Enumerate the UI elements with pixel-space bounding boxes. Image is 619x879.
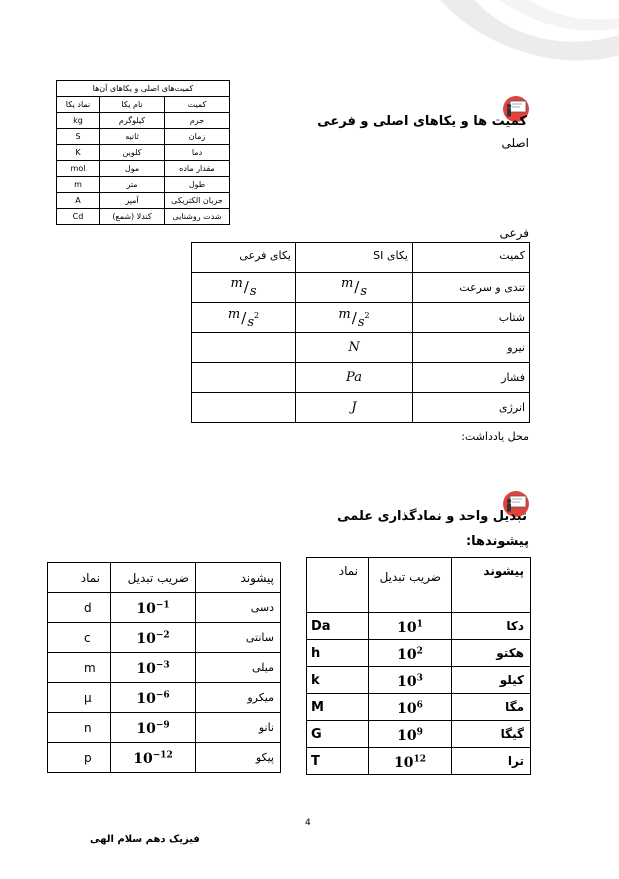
base: 10 [136,601,156,617]
section-title-conversion: تبدیل واحد و نمادگذاری علمی [337,509,527,524]
table-row [57,193,230,209]
exponent: −3 [155,660,170,671]
unit-formula: $m/s^2$ [338,307,370,331]
table-cell: دما [165,145,230,161]
prefix-name: پیکو [196,743,281,773]
table-row [307,640,531,667]
table-cell: کلوین [100,145,165,161]
power-of-ten [133,751,173,767]
derived-units-table [191,242,530,423]
power-of-ten [397,728,423,744]
prefix-symbol: p [48,743,111,773]
table-row [192,363,530,393]
prefix-symbol: G [307,721,369,748]
table-cell: A [57,193,100,209]
factor-cell [369,640,452,667]
table-cell: ثانیه [100,129,165,145]
label-primary: اصلی [501,136,529,150]
table-row [48,623,281,653]
table-cell: شدت روشنایی [165,209,230,225]
table-cell: جرم [165,113,230,129]
factor-cell [111,653,196,683]
table-cell: kg [57,113,100,129]
prefix-symbol: c [48,623,111,653]
factor-cell [111,623,196,653]
table-cell: مول [100,161,165,177]
prefix-symbol: M [307,694,369,721]
base: 10 [397,673,417,690]
table-row [307,721,531,748]
unit-formula: $m/s^2$ [227,307,260,331]
note-label: محل یادداشت: [461,430,529,443]
prefix-table-small [47,562,281,773]
table-header: یکای فرعی [192,243,296,273]
table-header: نماد [48,563,111,593]
table-row [48,653,281,683]
prefix-name: میکرو [196,683,281,713]
table-cell: کندلا (شمع) [100,209,165,225]
power-of-ten [397,620,423,636]
unit-formula: Pa [346,370,362,385]
table-caption: کمیت‌های اصلی و یکاهای آن‌ها [57,81,230,97]
base: 10 [397,727,417,744]
table-cell: مقدار ماده [165,161,230,177]
exponent: 6 [416,699,423,710]
base: 10 [133,751,153,767]
power-of-ten [136,631,169,647]
power-of-ten [136,721,169,737]
unit-formula: N [348,340,360,355]
table-row [192,273,530,303]
table-cell: Cd [57,209,100,225]
alt-unit-cell [192,273,296,303]
prefix-name: نانو [196,713,281,743]
prefix-symbol: m [48,653,111,683]
base: 10 [397,619,417,636]
quantity-cell: شتاب [413,303,530,333]
power-of-ten [397,647,423,663]
exponent: −9 [155,720,170,731]
base: 10 [136,721,156,737]
table-cell: آمپر [100,193,165,209]
table-row [57,161,230,177]
table-header: پیشوند [196,563,281,593]
page-number: 4 [305,818,311,828]
prefix-name: هکتو [452,640,531,667]
table-row [192,303,530,333]
unit-formula: m/s [340,275,368,299]
table-header: کمیت [165,97,230,113]
table-row [307,694,531,721]
base: 10 [136,691,156,707]
factor-cell [369,748,452,775]
table-cell: زمان [165,129,230,145]
exponent: 12 [413,753,426,764]
alt-unit-cell [192,363,296,393]
table-header: نماد یکا [57,97,100,113]
prefix-symbol: d [48,593,111,623]
prefix-name: دکا [452,613,531,640]
base: 10 [393,754,414,771]
table-row [57,129,230,145]
table-row [57,209,230,225]
table-cell: جریان الکتریکی [165,193,230,209]
power-of-ten [136,601,169,617]
table-row [307,667,531,694]
base: 10 [397,700,417,717]
prefix-name: میلی [196,653,281,683]
prefix-symbol: k [307,667,369,694]
factor-cell [369,667,452,694]
footer-text: فیزیک دهم سلام الهی [90,834,200,845]
quantity-cell: انرژی [413,393,530,423]
table-cell: S [57,129,100,145]
prefix-name: ترا [452,748,531,775]
exponent: −2 [155,630,170,641]
factor-cell [369,721,452,748]
table-cell: K [57,145,100,161]
table-row [48,683,281,713]
table-header: نماد [307,558,369,613]
exponent: 2 [416,645,423,656]
subtitle-prefixes: پیشوندها: [465,534,529,549]
power-of-ten [397,701,423,717]
base: 10 [136,631,156,647]
exponent: −1 [155,600,170,611]
alt-unit-cell [192,303,296,333]
table-row [192,393,530,423]
table-cell: m [57,177,100,193]
quantity-cell: تندی و سرعت [413,273,530,303]
table-header: یکای SI [296,243,413,273]
table-row [48,713,281,743]
factor-cell [111,593,196,623]
factor-cell [369,694,452,721]
si-unit-cell [296,333,413,363]
table-row [48,743,281,773]
unit-formula: m/s [230,275,257,299]
factor-cell [369,613,452,640]
power-of-ten [136,661,169,677]
table-row [57,177,230,193]
si-unit-cell [296,273,413,303]
factor-cell [111,713,196,743]
prefix-name: مگا [452,694,531,721]
alt-unit-cell [192,393,296,423]
alt-unit-cell [192,333,296,363]
exponent: −12 [152,750,173,761]
table-header: کمیت [413,243,530,273]
power-of-ten [397,674,423,690]
prefix-symbol: h [307,640,369,667]
prefix-symbol: n [48,713,111,743]
table-row [57,145,230,161]
power-of-ten [394,755,426,771]
table-row [192,333,530,363]
prefix-name: سانتی [196,623,281,653]
table-row [307,748,531,775]
table-cell: mol [57,161,100,177]
table-cell: طول [165,177,230,193]
table-row [307,613,531,640]
table-header: ضریب تبدیل [369,558,452,613]
table-cell: متر [100,177,165,193]
label-derived: فرعی [499,226,529,240]
table-row [48,593,281,623]
prefix-name: کیلو [452,667,531,694]
prefix-symbol: μ [48,683,111,713]
prefix-table-large [306,557,531,775]
base-quantities-table [56,80,230,225]
prefix-name: گیگا [452,721,531,748]
prefix-symbol: Da [307,613,369,640]
quantity-cell: فشار [413,363,530,393]
si-unit-cell [296,393,413,423]
base: 10 [136,661,156,677]
factor-cell [111,683,196,713]
table-cell: کیلوگرم [100,113,165,129]
unit-formula: J [351,400,357,415]
table-header: نام یکا [100,97,165,113]
si-unit-cell [296,303,413,333]
quantity-cell: نیرو [413,333,530,363]
exponent: −6 [155,690,170,701]
section-title-quantities: کمیت ها و یکاهای اصلی و فرعی [317,114,527,129]
exponent: 1 [416,618,423,629]
base: 10 [397,646,417,663]
table-header: پیشوند [452,558,531,613]
factor-cell [111,743,196,773]
si-unit-cell [296,363,413,393]
exponent: 9 [416,726,423,737]
exponent: 3 [416,672,423,683]
table-row [57,113,230,129]
power-of-ten [136,691,169,707]
table-header: ضریب تبدیل [111,563,196,593]
prefix-name: دسی [196,593,281,623]
prefix-symbol: T [307,748,369,775]
decorative-swoosh [380,0,619,80]
